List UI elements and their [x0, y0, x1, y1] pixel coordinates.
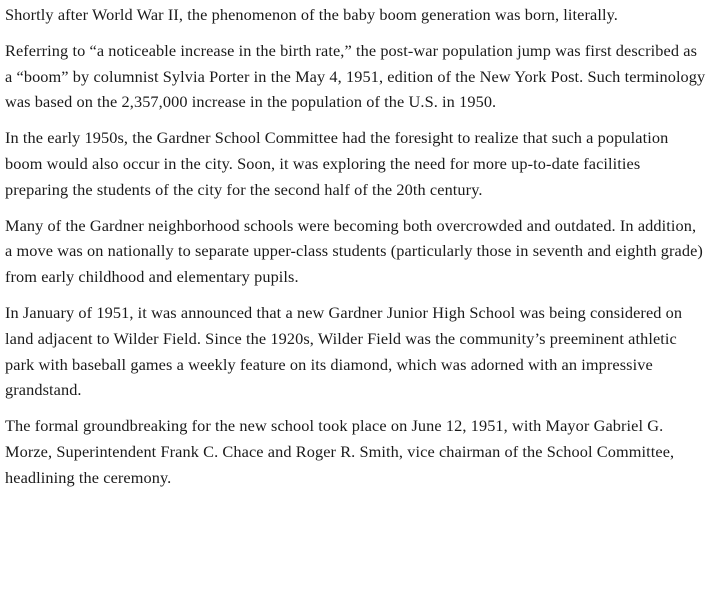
- article-paragraph: Shortly after World War II, the phenomenon of the baby boom generation was born, literally.: [5, 5, 618, 24]
- article-paragraph: In the early 1950s, the Gardner School Committee had the foresight to realize that such a population boom would also occur in the city. Soon, it was exploring the need for more up-to-date facilities preparing the students of the city for the second half of the 20th century.: [5, 128, 669, 199]
- article-paragraph: In January of 1951, it was announced that a new Gardner Junior High School was being considered on land adjacent to Wilder Field. Since the 1920s, Wilder Field was the community’s preeminent athletic park with baseball games a weekly feature on its diamond, which was adorned with an impressive grandstand.: [5, 302, 683, 400]
- article-paragraph: Many of the Gardner neighborhood schools were becoming both overcrowded and outdated. In addition, a move was on nationally to separate upper-class students (particularly those in seventh and eighth grade) from early childhood and elementary pupils.: [5, 215, 703, 287]
- article-paragraph: Referring to “a noticeable increase in the birth rate,” the post-war population jump was first described as a “boom” by columnist Sylvia Porter in the May 4, 1951, edition of the New York Post. Such terminology was based on the 2,357,000 increase in the population of the U.S. in 1950.: [5, 40, 706, 112]
- article-paragraph: The formal groundbreaking for the new school took place on June 12, 1951, with Mayor Gabriel G. Morze, Superintendent Frank C. Chace and Roger R. Smith, vice chairman of the School Committee, headlining the ceremony.: [5, 416, 675, 487]
